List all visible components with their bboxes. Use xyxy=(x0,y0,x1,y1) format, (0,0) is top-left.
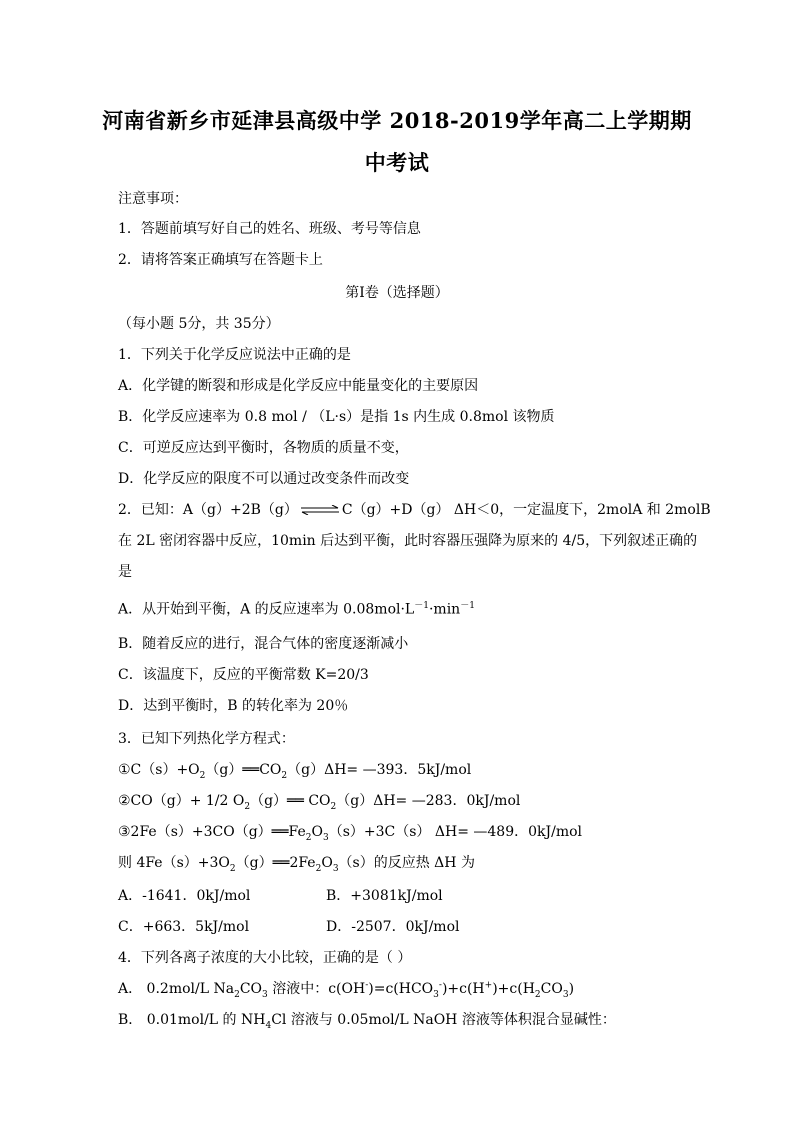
q3-equation-1: $①C(s)+O_2(g)══CO_2(g)\Delta H=$ —393．5kJ/mol xyxy=(118,762,472,781)
q2-option-c: C．该温度下，反应的平衡常数 K=20/3 xyxy=(118,667,369,683)
section-title: 第I卷（选择题） xyxy=(345,285,449,301)
q4-stem: 4．下列各离子浓度的大小比较，正确的是（ ） xyxy=(118,950,412,966)
q1-option-d: D．化学反应的限度不可以通过改变条件而改变 xyxy=(118,471,410,487)
q1-option-b: B．化学反应速率为 0.8 mol / （L·s）是指 1s 内生成 0.8mol 该物质 xyxy=(118,409,555,425)
q3-stem: 3．已知下列热化学方程式： xyxy=(118,731,295,747)
equilibrium-arrow-icon xyxy=(300,505,340,515)
q3-equation-3: $③2Fe(s)+3CO(g)══Fe_2O_3(s)+3C(s)$ ΔH= —489．0kJ/mol xyxy=(118,824,583,843)
q2-stem-line-2: 在 2L 密闭容器中反应，10min 后达到平衡，此时容器压强降为原来的 4/5，下列叙述正确的 xyxy=(118,533,698,549)
q2-option-d: D．达到平衡时，B 的转化率为 20％ xyxy=(118,698,349,714)
q4-option-b: B． 0.01mol/L 的 $NH_4Cl$ 溶液与 0.05mol/L NaOH 溶液等体积混合显碱性： xyxy=(118,1012,616,1031)
section-note: （每小题 5分，共 35分） xyxy=(118,316,280,332)
notice-item-1: 1．答题前填写好自己的姓名、班级、考号等信息 xyxy=(118,221,421,237)
q2-stem-reactants: 2．已知：A（g）+2B（g） xyxy=(118,502,298,518)
q2-option-b: B．随着反应的进行，混合气体的密度逐渐减小 xyxy=(118,636,409,652)
q3-equation-2: ②CO（g）+ 1/2 $O_2(g)══$ $CO_2(g)\Delta H=$ —283．0kJ/mol xyxy=(118,793,521,812)
q2-option-a: A．从开始到平衡，A 的反应速率为 $0.08mol\cdot L^{-1}\cdot\min^{-1}$ xyxy=(118,601,475,618)
q1-option-c: C．可逆反应达到平衡时，各物质的质量不变， xyxy=(118,440,409,456)
title-line-2: 中考试 xyxy=(364,150,430,175)
notice-item-2: 2．请将答案正确填写在答题卡上 xyxy=(118,252,323,268)
q1-stem: 1．下列关于化学反应说法中正确的是 xyxy=(118,347,351,363)
q3-question: 则 $4Fe(s)+3O_2(g)══2Fe_2O_3(s)$的反应热 ΔH 为 xyxy=(118,855,475,874)
q2-stem-products: C（g）+D（g） ΔH＜0，一定温度下，2molA 和 2molB xyxy=(341,502,711,518)
notice-heading: 注意事项： xyxy=(118,191,188,207)
q3-option-a: A．-1641．0kJ/mol xyxy=(118,888,251,904)
q3-option-b: B．+3081kJ/mol xyxy=(326,888,443,904)
q2-stem-line-3: 是 xyxy=(118,564,132,580)
title-line-1: 河南省新乡市延津县高级中学 2018-2019学年高二上学期期 xyxy=(102,108,692,133)
q1-option-a: A．化学键的断裂和形成是化学反应中能量变化的主要原因 xyxy=(118,378,479,394)
q3-option-c: C．+663．5kJ/mol xyxy=(118,919,250,935)
q4-option-a: A． 0.2mol/L $Na_2CO_3$ 溶液中：$c(OH^-)=c(HCO_3^-)+c(H^+)+c(H_2CO_3)$ xyxy=(118,980,575,1000)
q2-stem-line-1 xyxy=(118,499,711,519)
q3-option-d: D．-2507．0kJ/mol xyxy=(326,919,460,935)
